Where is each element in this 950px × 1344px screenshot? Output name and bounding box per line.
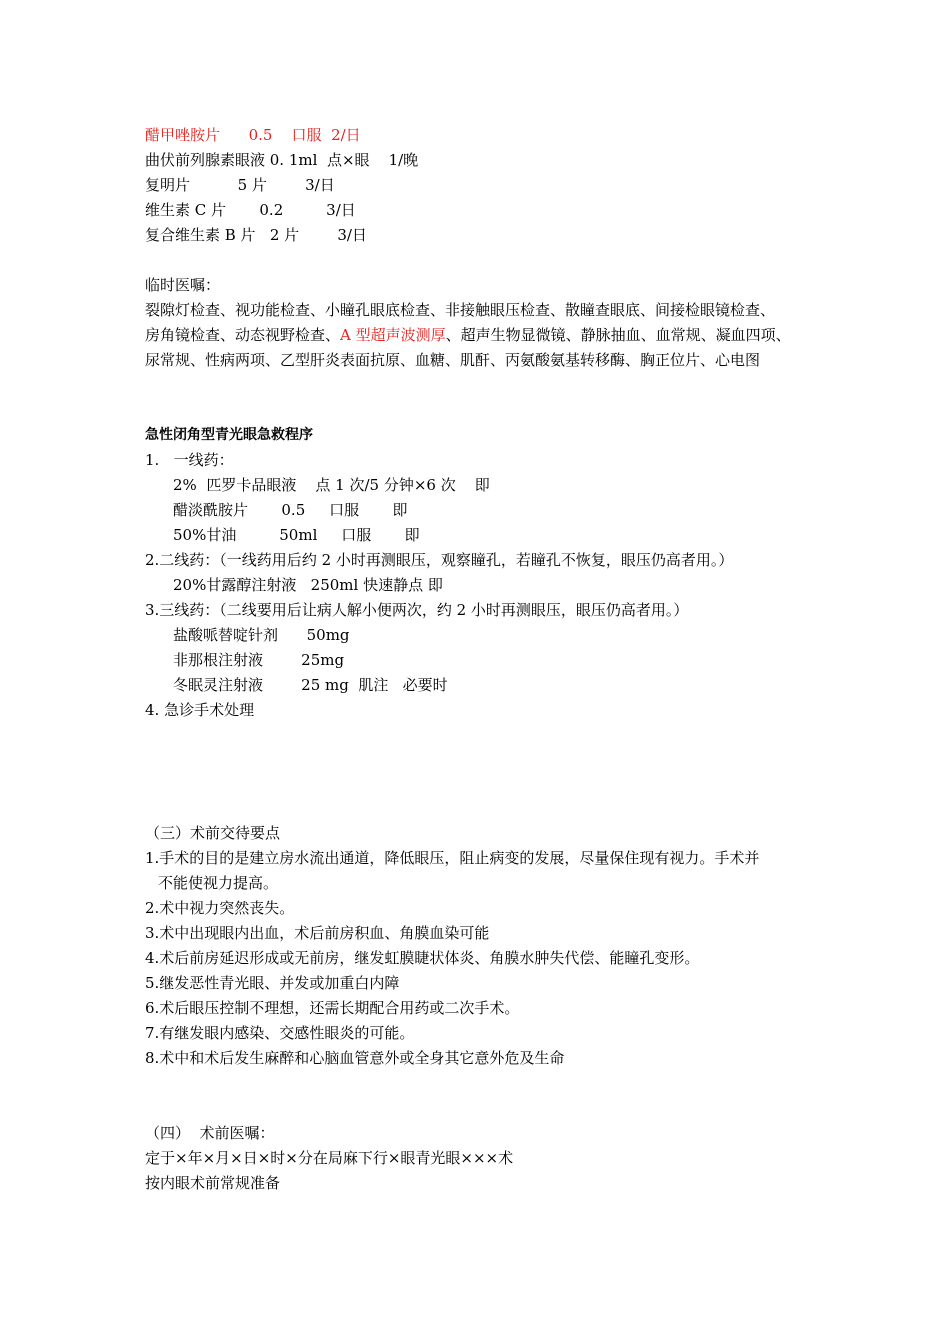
med-line: 曲伏前列腺素眼液 0. 1ml 点×眼 1/晚 [145, 151, 419, 169]
step-line: 3.三线药：（二线要用后让病人解小便两次，约 2 小时再测眼压，眼压仍高者用。） [145, 601, 689, 619]
drug-line: 醋淡酰胺片 0.5 口服 即 [173, 501, 408, 519]
highlight-text: A 型超声波测厚 [340, 326, 446, 344]
med-line: 复合维生素 B 片 2 片 3/日 [145, 226, 367, 244]
list-item: 6.术后眼压控制不理想，还需长期配合用药或二次手术。 [145, 999, 520, 1017]
drug-line: 50%甘油 50ml 口服 即 [173, 526, 420, 544]
drug-line: 20%甘露醇注射液 250ml 快速静点 即 [173, 576, 443, 594]
step-line: 4. 急诊手术处理 [145, 701, 255, 719]
section-title: 临时医嘱： [145, 276, 221, 294]
section-heading: 急性闭角型青光眼急救程序 [145, 427, 313, 443]
med-line: 复明片 5 片 3/日 [145, 176, 335, 194]
text-line [145, 325, 791, 345]
list-item: 7.有继发眼内感染、交感性眼炎的可能。 [145, 1024, 415, 1042]
list-item: 1.手术的目的是建立房水流出通道，降低眼压，阻止病变的发展，尽量保住现有视力。手术并 [145, 849, 760, 867]
text-line: 按内眼术前常规准备 [145, 1174, 281, 1192]
text-span: 房角镜检查、动态视野检查、 [145, 326, 341, 344]
step-line: 2.二线药：（一线药用后约 2 小时再测眼压，观察瞳孔，若瞳孔不恢复，眼压仍高者用。） [145, 551, 734, 569]
drug-line: 冬眠灵注射液 25 mg 肌注 必要时 [173, 676, 448, 694]
list-item: 不能使视力提高。 [158, 874, 279, 892]
list-item: 3.术中出现眼内出血，术后前房积血、角膜血染可能 [145, 924, 490, 942]
section-title: （三）术前交待要点 [145, 824, 281, 842]
step-line: 1. 一线药： [145, 451, 234, 469]
section-title: （四） 术前医嘱： [145, 1124, 275, 1142]
text-line: 定于×年×月×日×时×分在局麻下行×眼青光眼×××术 [145, 1149, 514, 1167]
med-line: 醋甲唑胺片 0.5 口服 2/日 [145, 126, 361, 144]
text-span: 、超声生物显微镜、静脉抽血、血常规、凝血四项、 [445, 326, 791, 344]
med-line: 维生素 C 片 0.2 3/日 [145, 201, 356, 219]
list-item: 2.术中视力突然丧失。 [145, 899, 295, 917]
list-item: 5.继发恶性青光眼、并发或加重白内障 [145, 974, 400, 992]
list-item: 4.术后前房延迟形成或无前房，继发虹膜睫状体炎、角膜水肿失代偿、能瞳孔变形。 [145, 949, 700, 967]
text-line: 尿常规、性病两项、乙型肝炎表面抗原、血糖、肌酐、丙氨酸氨基转移酶、胸正位片、心电图 [145, 351, 761, 369]
drug-line: 盐酸哌替啶针剂 50mg [173, 626, 350, 644]
list-item: 8.术中和术后发生麻醉和心脑血管意外或全身其它意外危及生命 [145, 1049, 565, 1067]
drug-line: 非那根注射液 25mg [173, 651, 345, 669]
text-line: 裂隙灯检查、视功能检查、小瞳孔眼底检查、非接触眼压检查、散瞳查眼底、间接检眼镜检查、 [145, 301, 776, 319]
drug-line: 2% 匹罗卡品眼液 点 1 次/5 分钟×6 次 即 [173, 476, 490, 494]
